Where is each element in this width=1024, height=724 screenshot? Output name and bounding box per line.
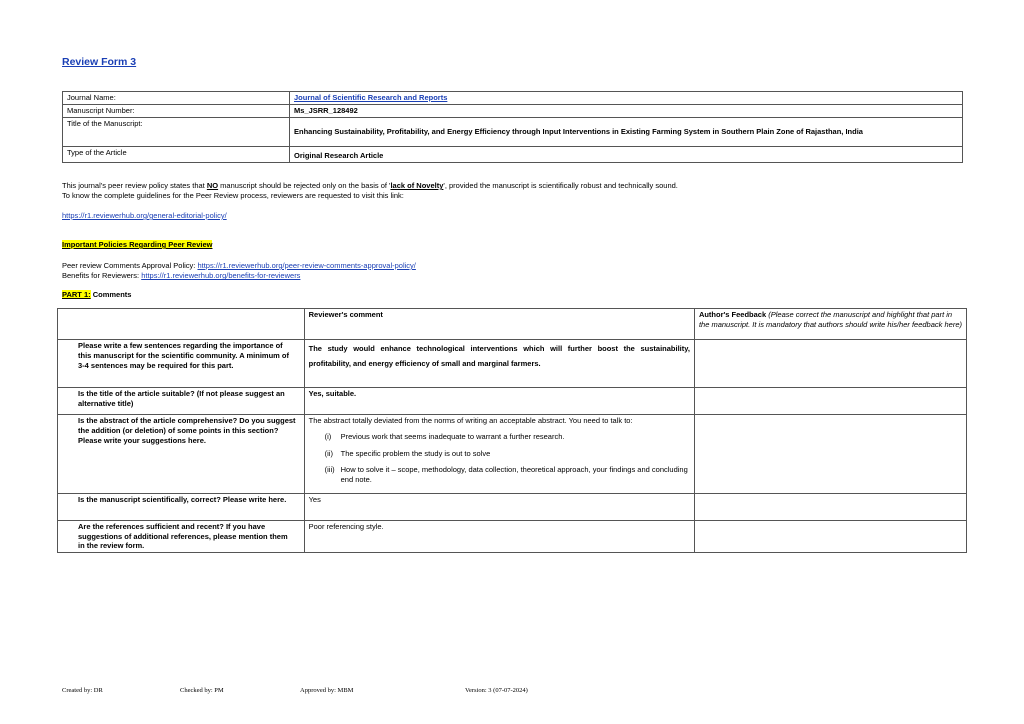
article-type-label: Type of the Article <box>63 146 290 162</box>
reviewer-comment-references: Poor referencing style. <box>304 520 694 552</box>
author-feedback-scientific[interactable] <box>694 493 966 520</box>
abstract-suggestion-list <box>309 432 690 485</box>
editorial-policy-link[interactable]: https://r1.reviewerhub.org/general-editorial-policy/ <box>62 211 227 220</box>
reviewer-comment-scientific: Yes <box>304 493 694 520</box>
header-question-cell <box>58 309 305 340</box>
lack-of-novelty-emphasis: lack of Novelty <box>390 181 444 190</box>
manuscript-number-value: Ms_JSRR_128492 <box>290 104 963 117</box>
footer-version: Version: 3 (07-07-2024) <box>465 687 528 694</box>
approval-policy-line: Peer review Comments Approval Policy: https://r1.reviewerhub.org/peer-review-comments-approval-policy/ <box>62 261 416 270</box>
reviewer-comment-importance: The study would enhance technological interventions which will further boost the sustainability, profitability, and energy efficiency of small and marginal farmers. <box>304 340 694 388</box>
form-title: Review Form 3 <box>62 56 137 68</box>
author-feedback-importance[interactable] <box>694 340 966 388</box>
policy-statement: This journal's peer review policy states that NO manuscript should be rejected only on the basis of 'lack of Novelty', provided the manuscript is scientifically robust and technically sound. <box>62 181 678 190</box>
manuscript-number-row <box>63 104 963 117</box>
journal-name-row <box>63 92 963 105</box>
reviewer-comment-title: Yes, suitable. <box>304 388 694 415</box>
question-abstract: Is the abstract of the article comprehensive? Do you suggest the addition (or deletion) of some points in this section? Please write your suggestions here. <box>58 415 305 494</box>
part1-label: PART 1: <box>62 290 91 299</box>
article-type-value: Original Research Article <box>290 146 963 162</box>
comment-row-importance <box>58 340 967 388</box>
comment-row-title <box>58 388 967 415</box>
benefits-link[interactable]: https://r1.reviewerhub.org/benefits-for-reviewers <box>141 271 301 281</box>
footer-created: Created by: DR <box>62 687 103 694</box>
manuscript-info-table <box>62 91 963 163</box>
policy-links <box>62 261 416 281</box>
article-type-row <box>63 146 963 162</box>
comment-row-abstract <box>58 415 967 494</box>
part1-title: Comments <box>90 290 132 299</box>
peer-review-policy <box>62 181 962 201</box>
comment-row-scientific <box>58 493 967 520</box>
question-scientific: Is the manuscript scientifically, correct? Please write here. <box>58 493 305 520</box>
question-title: Is the title of the article suitable? (If not please suggest an alternative title) <box>58 388 305 415</box>
author-feedback-title[interactable] <box>694 388 966 415</box>
journal-name-link[interactable]: Journal of Scientific Research and Reports <box>294 93 448 102</box>
footer-approved: Approved by: MBM <box>300 687 354 694</box>
list-item: (i) Previous work that seems inadequate to warrant a further research. <box>324 431 565 441</box>
author-feedback-references[interactable] <box>694 520 966 552</box>
benefits-line: Benefits for Reviewers: https://r1.reviewerhub.org/benefits-for-reviewers <box>62 271 301 281</box>
manuscript-title-row <box>63 117 963 146</box>
reviewer-comment-abstract <box>304 415 694 494</box>
approval-policy-link[interactable]: https://r1.reviewerhub.org/peer-review-comments-approval-policy/ <box>197 261 416 270</box>
question-importance: Please write a few sentences regarding the importance of this manuscript for the scientific community. A minimum of 3-4 sentences may be required for this part. <box>58 340 305 388</box>
footer-checked: Checked by: PM <box>180 687 224 694</box>
important-policies-heading: Important Policies Regarding Peer Review <box>62 240 213 249</box>
manuscript-title-value: Enhancing Sustainability, Profitability, and Energy Efficiency through Input Interventions in Existing Farming System in Southern Plain Zone of Rajasthan, India <box>290 117 963 146</box>
author-feedback-abstract[interactable] <box>694 415 966 494</box>
guidelines-text: To know the complete guidelines for the Peer Review process, reviewers are requested to visit this link: <box>62 191 404 201</box>
no-emphasis: NO <box>206 181 219 190</box>
list-item: (iii) How to solve it – scope, methodology, data collection, theoretical approach, your findings and concluding end note. <box>324 465 688 484</box>
author-feedback-note: (Please correct the manuscript and highlight that part in the manuscript. It is mandatory that authors should write his/her feedback here) <box>698 310 962 329</box>
journal-name-label: Journal Name: <box>63 92 290 105</box>
comment-row-references <box>58 520 967 552</box>
comments-table <box>57 308 967 553</box>
list-item: (ii) The specific problem the study is out to solve <box>324 448 491 458</box>
header-reviewer-comment: Reviewer's comment <box>304 309 694 340</box>
part1-heading <box>62 290 131 299</box>
question-references: Are the references sufficient and recent? If you have suggestions of additional references, please mention them in the review form. <box>58 520 305 552</box>
comments-header-row <box>58 309 967 340</box>
header-author-feedback: Author's Feedback (Please correct the manuscript and highlight that part in the manuscript. It is mandatory that authors should write his/her feedback here) <box>694 309 966 340</box>
manuscript-title-label: Title of the Manuscript: <box>63 117 290 146</box>
manuscript-number-label: Manuscript Number: <box>63 104 290 117</box>
abstract-comment-intro: The abstract totally deviated from the norms of writing an acceptable abstract. You need to talk to: <box>308 416 633 425</box>
